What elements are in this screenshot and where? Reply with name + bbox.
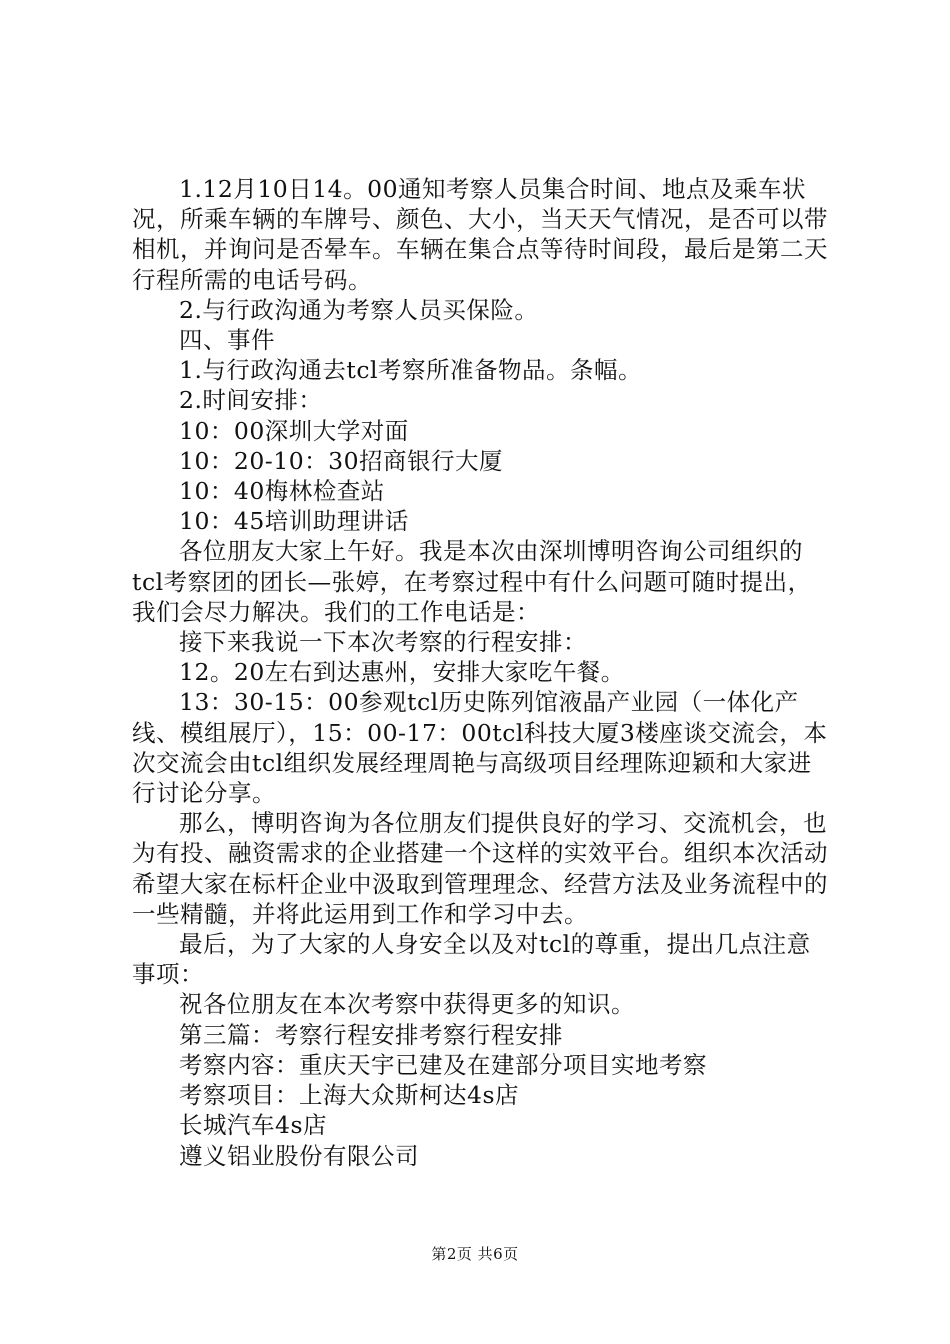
paragraph-notice: 1.12月10日14。00通知考察人员集合时间、地点及乘车状况，所乘车辆的车牌号、颜色、大小，当天天气情况，是否可以带相机，并询问是否晕车。车辆在集合点等待时间段，最后是第二天行程所需的电话号码。 bbox=[132, 175, 828, 294]
paragraph-insurance: 2.与行政沟通为考察人员买保险。 bbox=[179, 295, 539, 324]
page-number-footer: 第2页 共6页 bbox=[431, 1245, 519, 1263]
paragraph-project: 考察项目：上海大众斯柯达4s店 bbox=[179, 1081, 520, 1110]
paragraph-supplies: 1.与行政沟通去tcl考察所准备物品。条幅。 bbox=[179, 356, 643, 385]
schedule-item: 10：40梅林检查站 bbox=[179, 477, 385, 506]
paragraph-wishes: 祝各位朋友在本次考察中获得更多的知识。 bbox=[179, 990, 635, 1019]
schedule-item: 10：20-10：30招商银行大厦 bbox=[179, 446, 504, 475]
paragraph-safety: 最后，为了大家的人身安全以及对tcl的尊重，提出几点注意事项： bbox=[132, 930, 811, 989]
paragraph-platform: 那么，博明咨询为各位朋友们提供良好的学习、交流机会，也为有投、融资需求的企业搭建一个这样的实效平台。组织本次活动希望大家在标杆企业中汲取到管理理念、经营方法及业务流程中的一些精髓，并将此运用到工作和学习中去。 bbox=[132, 809, 828, 928]
paragraph-lunch: 12。20左右到达惠州，安排大家吃午餐。 bbox=[179, 658, 625, 687]
paragraph-greeting: 各位朋友大家上午好。我是本次由深圳博明咨询公司组织的tcl考察团的团长—张婷，在考察过程中有什么问题可随时提出，我们会尽力解决。我们的工作电话是： bbox=[132, 537, 812, 626]
section-heading-part-three: 第三篇：考察行程安排考察行程安排 bbox=[179, 1020, 563, 1049]
paragraph-itinerary-intro: 接下来我说一下本次考察的行程安排： bbox=[179, 628, 587, 657]
schedule-item: 10：45培训助理讲话 bbox=[179, 507, 409, 536]
paragraph-content: 考察内容：重庆天宇已建及在建部分项目实地考察 bbox=[179, 1050, 707, 1079]
schedule-item: 10：00深圳大学对面 bbox=[179, 416, 409, 445]
paragraph-project-item: 长城汽车4s店 bbox=[179, 1111, 328, 1140]
paragraph-project-item: 遵义铝业股份有限公司 bbox=[179, 1141, 419, 1170]
document-body bbox=[132, 174, 832, 1171]
paragraph-visit: 13：30-15：00参观tcl历史陈列馆液晶产业园（一体化产线、模组展厅），15：00-17：00tcl科技大厦3楼座谈交流会，本次交流会由tcl组织发展经理周艳与高级项目经理陈迎颖和大家进行讨论分享。 bbox=[132, 688, 828, 808]
paragraph-schedule-heading: 2.时间安排： bbox=[179, 386, 323, 415]
section-heading-events: 四、事件 bbox=[179, 326, 275, 355]
